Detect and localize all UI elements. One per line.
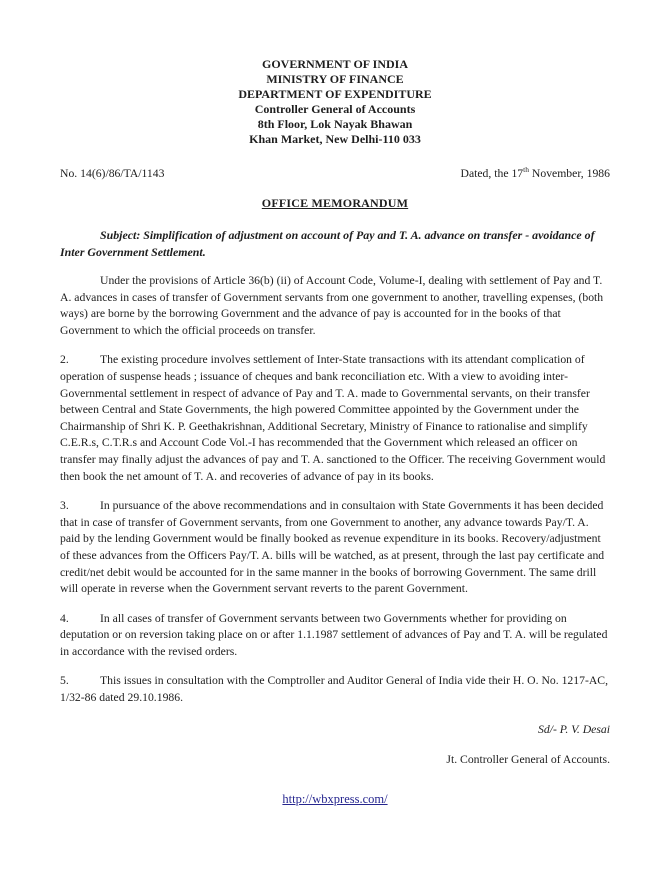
signatory-designation: Jt. Controller General of Accounts. [446,752,610,766]
paragraph-4-number: 4. [60,611,69,625]
paragraph-5-number: 5. [60,674,69,688]
reference-row [60,166,610,182]
paragraph-3-text: In pursuance of the above recommendations and in consultaion with State Governments it has been decided that in case of transfer of Government servants, from one Government to another, any advance towards Pay/T. A. paid by the lending Government would be finally booked as revenue expenditure in its books. Recovery/adjustment of these advances from the Officers Pay/T. A. bills will be watched, as at present, through the last pay certificate and credit/net debit would be accounted for in the same manner in the books of borrowing Government. The same drill will operate in reverse when the Government servant reverts to the parent Government. [60,499,605,596]
date-prefix: Dated, the 17 [460,167,524,180]
letterhead-line-2: MINISTRY OF FINANCE [266,72,404,86]
letterhead-line-6: Khan Market, New Delhi-110 033 [249,132,421,146]
letterhead [60,57,610,147]
footer-link-row [60,792,610,807]
source-link[interactable]: http://wbxpress.com/ [282,791,388,806]
letterhead-line-1: GOVERNMENT OF INDIA [261,57,408,71]
memo-title-row [60,195,610,212]
paragraph-5 [60,673,610,706]
paragraph-3 [60,498,610,598]
paragraph-5-text: This issues in consultation with the Comptroller and Auditor General of India vide their H. O. No. 1217-AC, 1/32-86 dated 29.10.1986. [60,674,609,705]
letterhead-line-5: 8th Floor, Lok Nayak Bhawan [257,117,413,131]
paragraph-4 [60,611,610,661]
paragraph-1-text: Under the provisions of Article 36(b) (ii) of Account Code, Volume-I, dealing with settlement of Pay and T. A. advances in cases of transfer of Government servants from one government to another, travelling expenses, (both ways) are borne by the borrowing Government and the advance of pay is accounted for in the books of that Government to which the official proceeds on transfer. [60,274,604,337]
paragraph-4-text: In all cases of transfer of Government servants between two Governments whether for providing on deputation or on reversion taking place on or after 1.1.1987 settlement of advances of Pay and T. A. will be regulated in accordance with the revised orders. [60,611,608,658]
date-suffix: November, 1986 [528,167,610,180]
date-line [461,166,611,182]
reference-number: No. 14(6)/86/TA/1143 [60,167,165,180]
letterhead-line-3: DEPARTMENT OF EXPENDITURE [238,87,432,101]
date-ordinal-superscript: th [523,165,529,175]
signature: Sd/- P. V. Desai [538,722,610,736]
paragraph-3-number: 3. [60,499,69,513]
memo-title: OFFICE MEMORANDUM [261,196,409,210]
paragraph-1 [60,273,610,339]
paragraph-2-text: The existing procedure involves settlement of Inter-State transactions with its attendant complication of operation of suspense heads ; issuance of cheques and bank reconciliation etc. With a view to avoiding inter-Governmental settlement in respect of advance of Pay and T. A. made to Governmental servants, on their transfer between Central and State Governments, the high powered Committee appointed by the Government under the Chairmanship of Shri K. P. Geethakrishnan, Additional Secretary, Ministry of Finance to rationalise and simplify C.E.R.s, C.T.R.s and Account Code Vol.-I has recommended that the Government which released an officer on transfer may finally adjust the advances of pay and T. A. sanctioned to the Officer. The receiving Government would then book the net amount of T. A. and recoveries of advance of pay in its books. [60,353,606,483]
paragraph-2 [60,352,610,485]
subject-line: Subject: Simplification of adjustment on account of Pay and T. A. advance on transfer - avoidance of Inter Government Settlement. [60,228,595,259]
paragraph-2-number: 2. [60,353,69,367]
letterhead-line-4: Controller General of Accounts [254,102,416,116]
